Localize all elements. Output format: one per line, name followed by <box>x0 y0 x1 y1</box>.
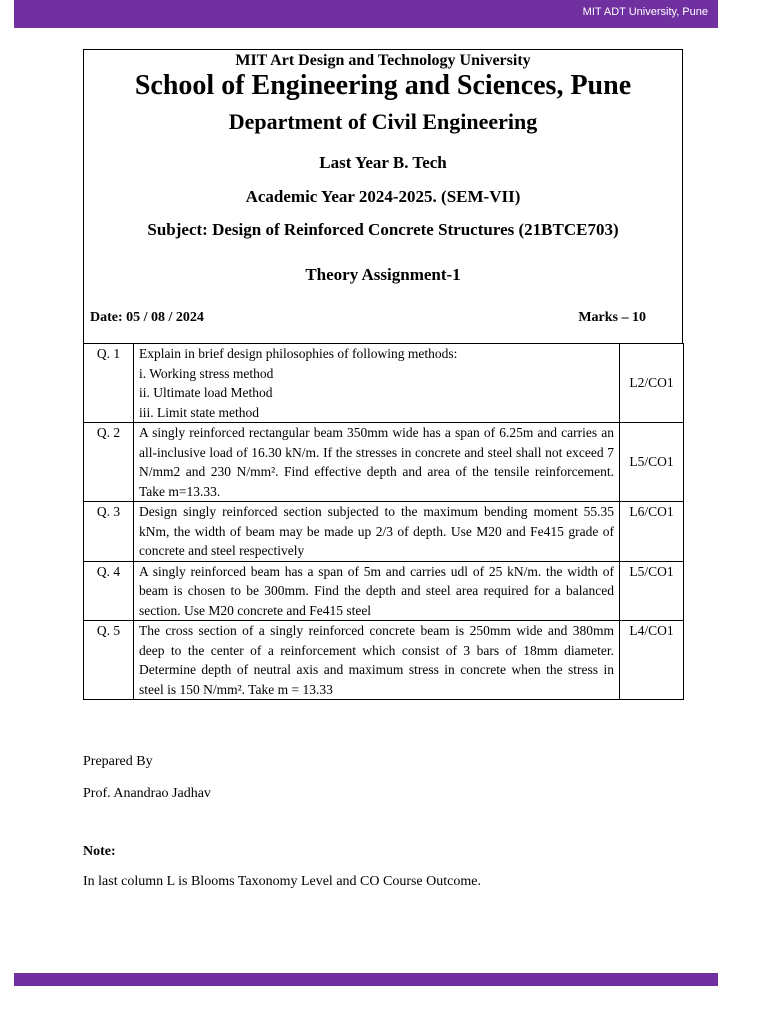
author-name: Prof. Anandrao Jadhav <box>83 786 211 801</box>
subject-title: Subject: Design of Reinforced Concrete Structures (21BTCE703) <box>147 220 619 239</box>
question-level: L2/CO1 <box>620 344 684 423</box>
academic-year: Academic Year 2024-2025. (SEM-VII) <box>245 187 521 206</box>
question-text <box>134 344 620 423</box>
question-text: A singly reinforced beam has a span of 5m and carries udl of 25 kN/m. the width of beam is chosen to be 300mm. Find the depth and steel area required for a balanced section. Use M20 concrete and Fe415 steel <box>134 561 620 621</box>
question-number: Q. 1 <box>84 344 134 423</box>
assignment-title: Theory Assignment-1 <box>305 265 461 284</box>
assignment-marks: Marks – 10 <box>578 310 646 325</box>
prepared-by-label: Prepared By <box>83 754 153 769</box>
question-line: Explain in brief design philosophies of following methods: <box>139 346 458 361</box>
question-text: A singly reinforced rectangular beam 350mm wide has a span of 6.25m and carries an all-inclusive load of 16.30 kN/m. If the stresses in concrete and steel shall not exceed 7 N/mm2 and 230 N/mm². Find effective depth and area of the tensile reinforcement. Take m=13.33. <box>134 423 620 502</box>
note-label: Note: <box>83 844 116 859</box>
question-number: Q. 5 <box>84 621 134 700</box>
question-level: L5/CO1 <box>620 561 684 621</box>
program-year: Last Year B. Tech <box>319 153 447 172</box>
question-line: i. Working stress method <box>139 365 274 381</box>
table-row <box>84 423 684 502</box>
question-level: L4/CO1 <box>620 621 684 700</box>
department-name: Department of Civil Engineering <box>228 109 538 134</box>
question-number: Q. 2 <box>84 423 134 502</box>
question-text: Design singly reinforced section subjected to the maximum bending moment 55.35 kNm, the width of beam may be made up 2/3 of depth. Use M20 and Fe415 grade of concrete and steel respectively <box>134 502 620 562</box>
document-header <box>83 49 683 344</box>
assignment-date: Date: 05 / 08 / 2024 <box>90 310 204 325</box>
question-level: L5/CO1 <box>620 423 684 502</box>
question-level: L6/CO1 <box>620 502 684 562</box>
university-name: MIT Art Design and Technology University <box>235 52 531 69</box>
question-number: Q. 3 <box>84 502 134 562</box>
questions-table <box>83 343 684 700</box>
question-text: The cross section of a singly reinforced concrete beam is 250mm wide and 380mm deep to the center of a reinforcement which consist of 3 bars of 18mm diameter. Determine depth of neutral axis and maximum stress in concrete when the stress in steel is 150 N/mm². Take m = 13.33 <box>134 621 620 700</box>
table-row <box>84 561 684 621</box>
school-name: School of Engineering and Sciences, Pune <box>134 70 632 101</box>
question-line: iii. Limit state method <box>139 404 259 420</box>
question-number: Q. 4 <box>84 561 134 621</box>
banner-text: MIT ADT University, Pune <box>582 6 708 18</box>
question-line: ii. Ultimate load Method <box>139 385 273 400</box>
table-row <box>84 621 684 700</box>
note-text: In last column L is Blooms Taxonomy Level and CO Course Outcome. <box>83 874 481 889</box>
table-row <box>84 344 684 423</box>
table-row <box>84 502 684 562</box>
top-banner <box>14 0 718 28</box>
bottom-banner <box>14 973 718 986</box>
